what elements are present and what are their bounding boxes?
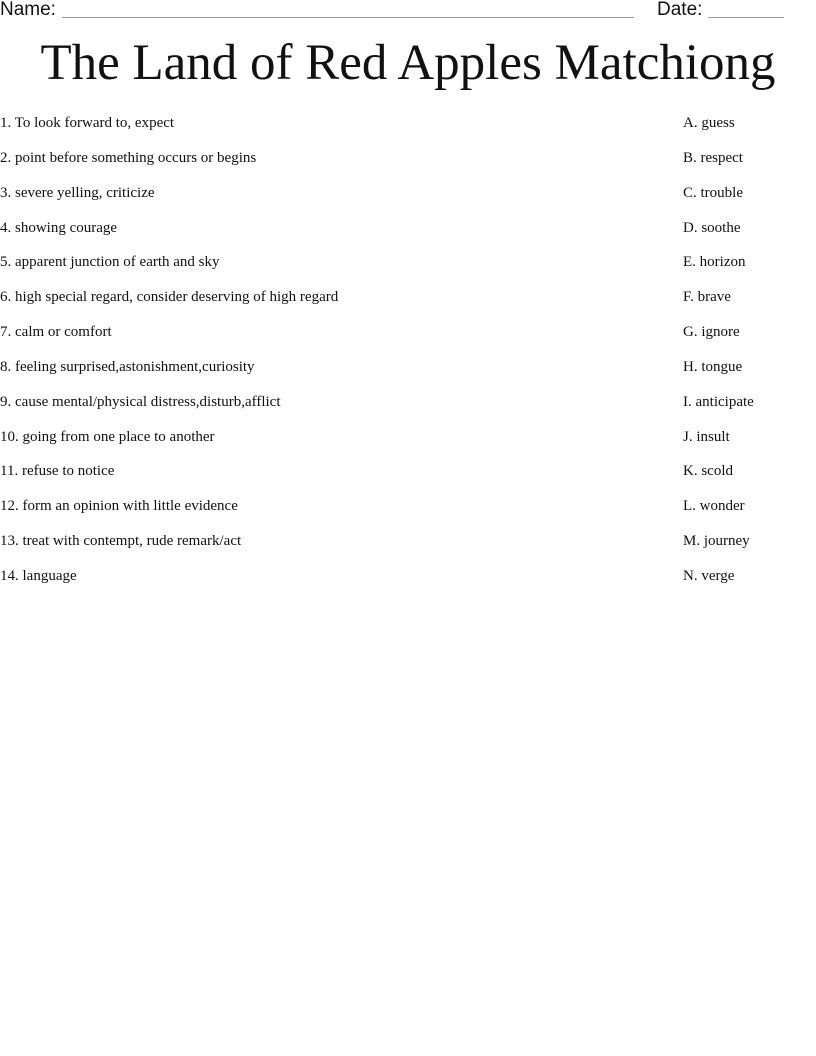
date-blank-line[interactable] xyxy=(708,17,784,18)
answer-item: A. guess xyxy=(683,115,735,131)
date-label: Date: xyxy=(657,0,703,20)
answer-item: K. scold xyxy=(683,463,733,480)
clue-item: 8. feeling surprised,astonishment,curiosity xyxy=(0,358,255,375)
answer-item: H. tongue xyxy=(683,358,743,375)
clue-item: 4. showing courage xyxy=(0,219,118,236)
clue-item: 6. high special regard, consider deserving of high regard xyxy=(0,289,339,306)
answer-item: G. ignore xyxy=(683,324,740,341)
clue-item: 5. apparent junction of earth and sky xyxy=(0,254,220,271)
clue-item: 12. form an opinion with little evidence xyxy=(0,498,238,515)
clue-item: 1. To look forward to, expect xyxy=(0,115,175,131)
clue-item: 14. language xyxy=(0,567,77,584)
answer-item: D. soothe xyxy=(683,219,741,236)
answer-item: E. horizon xyxy=(683,254,746,271)
clue-item: 11. refuse to notice xyxy=(0,463,115,480)
clue-list xyxy=(0,114,620,602)
clue-item: 10. going from one place to another xyxy=(0,428,215,445)
answer-item: M. journey xyxy=(683,533,750,550)
answer-item: C. trouble xyxy=(683,184,743,201)
clue-item: 9. cause mental/physical distress,disturb,afflict xyxy=(0,393,281,410)
worksheet-header xyxy=(0,0,816,24)
answer-item: B. respect xyxy=(683,149,743,166)
answer-item: L. wonder xyxy=(683,498,745,515)
answer-item: J. insult xyxy=(683,428,730,445)
clue-item: 2. point before something occurs or begins xyxy=(0,149,257,166)
name-label: Name: xyxy=(0,0,56,20)
answer-list xyxy=(683,114,808,602)
clue-item: 3. severe yelling, criticize xyxy=(0,184,155,201)
clue-item: 7. calm or comfort xyxy=(0,324,112,341)
answer-item: N. verge xyxy=(683,567,735,584)
answer-item: F. brave xyxy=(683,289,731,306)
name-blank-line[interactable] xyxy=(62,17,634,18)
answer-item: I. anticipate xyxy=(683,393,754,410)
clue-item: 13. treat with contempt, rude remark/act xyxy=(0,533,242,550)
worksheet-title: The Land of Red Apples Matchiong xyxy=(40,35,776,91)
